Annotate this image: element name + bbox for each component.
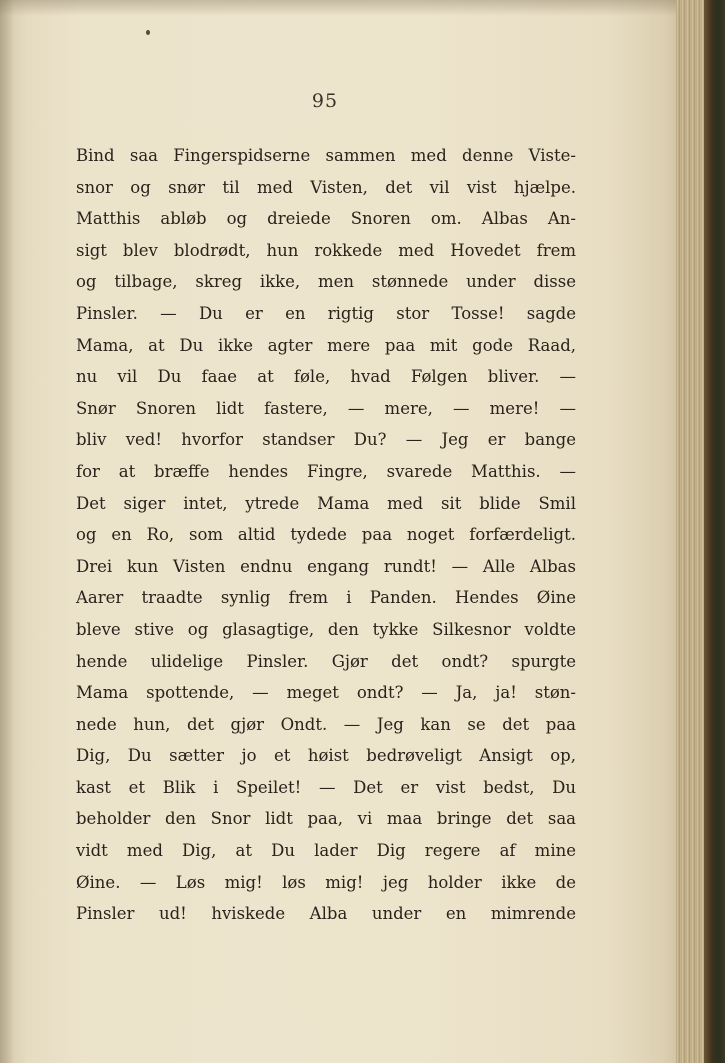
text-line: Snør Snoren lidt fastere, — mere, — mere! — bbox=[76, 398, 576, 418]
text-line: og en Ro, som altid tydede paa noget forfærdeligt. bbox=[76, 525, 576, 545]
text-line: snor og snør til med Visten, det vil vist hjælpe. bbox=[76, 177, 576, 197]
text-line: nu vil Du faae at føle, hvad Følgen bliver. — bbox=[76, 367, 576, 387]
page-top-edge bbox=[0, 0, 690, 16]
text-line: Bind saa Fingerspidserne sammen med denne Viste- bbox=[76, 146, 576, 165]
text-line: for at bræffe hendes Fingre, svarede Matthis. — bbox=[76, 461, 576, 481]
text-line: Mama spottende, — meget ondt? — Ja, ja! støn- bbox=[76, 683, 576, 703]
text-line: Dig, Du sætter jo et høist bedrøveligt Ansigt op, bbox=[76, 746, 576, 766]
text-line: Øine. — Løs mig! løs mig! jeg holder ikke de bbox=[76, 872, 576, 892]
ink-speck bbox=[146, 30, 150, 35]
text-line: bleve stive og glasagtige, den tykke Silkesnor voldte bbox=[76, 619, 576, 639]
text-line: Matthis abløb og dreiede Snoren om. Albas An- bbox=[76, 209, 576, 229]
text-line: og tilbage, skreg ikke, men stønnede under disse bbox=[76, 272, 576, 292]
text-line: kast et Blik i Speilet! — Det er vist bedst, Du bbox=[76, 777, 576, 797]
text-line: Aarer traadte synlig frem i Panden. Hendes Øine bbox=[76, 588, 576, 608]
page-number: 95 bbox=[311, 90, 339, 112]
text-line: Drei kun Visten endnu engang rundt! — Alle Albas bbox=[76, 556, 576, 576]
text-line: vidt med Dig, at Du lader Dig regere af mine bbox=[76, 841, 576, 861]
text-line: nede hun, det gjør Ondt. — Jeg kan se det paa bbox=[76, 714, 576, 734]
body-text bbox=[76, 140, 576, 930]
text-line: Det siger intet, ytrede Mama med sit blide Smil bbox=[76, 493, 576, 513]
text-line: Pinsler. — Du er en rigtig stor Tosse! sagde bbox=[76, 303, 576, 323]
gutter-shadow bbox=[0, 0, 14, 1063]
text-line: beholder den Snor lidt paa, vi maa bringe det saa bbox=[76, 809, 576, 829]
text-line: hende ulidelige Pinsler. Gjør det ondt? spurgte bbox=[76, 651, 576, 671]
text-line: sigt blev blodrødt, hun rokkede med Hovedet frem bbox=[76, 240, 576, 260]
text-line: bliv ved! hvorfor standser Du? — Jeg er bange bbox=[76, 430, 576, 450]
page-edges bbox=[676, 0, 706, 1063]
book-spine bbox=[704, 0, 725, 1063]
text-line: Pinsler ud! hviskede Alba under en mimrende bbox=[76, 904, 576, 924]
text-line: Mama, at Du ikke agter mere paa mit gode Raad, bbox=[76, 335, 576, 355]
